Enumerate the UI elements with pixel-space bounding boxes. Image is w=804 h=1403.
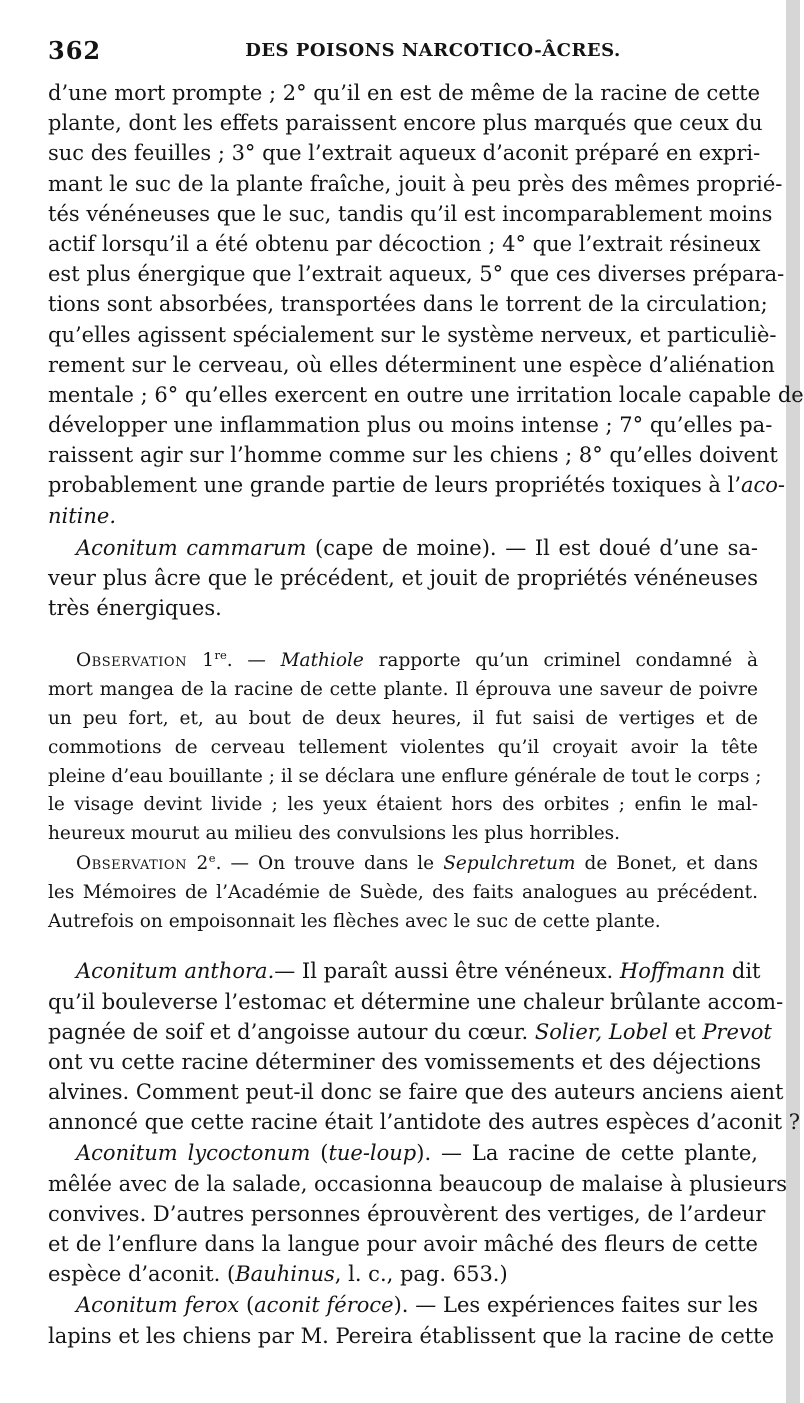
text-span: (cape de moine). — Il est doué d’une sa- <box>306 535 758 560</box>
text-line: est plus énergique que l’extrait aqueux, 5° que ces diverses prépara- <box>48 262 785 287</box>
text-line <box>48 850 758 879</box>
text-span: dit <box>725 959 761 984</box>
text-line: pleine d’eau bouillante ; il se déclara une enflure générale de tout le corps ; <box>48 765 762 787</box>
text-span: espèce d’aconit. ( <box>48 1262 236 1287</box>
text-line: et de l’enflure dans la langue pour avoir mâché des fleurs de cette <box>48 1232 758 1257</box>
observation-2 <box>48 850 758 936</box>
paragraph-aconitum-cammarum <box>48 533 758 624</box>
text-line: alvines. Comment peut-il donc se faire que des auteurs anciens aient <box>48 1080 784 1105</box>
text-span: ( <box>310 1141 329 1166</box>
text-line <box>48 1290 758 1320</box>
author-name: Mathiole <box>280 650 364 672</box>
work-title: Sepulchretum <box>443 852 576 874</box>
text-line: le visage devint livide ; les yeux étaient hors des orbites ; enfin le mal- <box>48 794 758 816</box>
author-name: Bauhinus <box>235 1262 335 1287</box>
italic-term: aco- <box>741 473 786 498</box>
species-name: Aconitum lycoctonum <box>76 1141 311 1166</box>
page-number: 362 <box>48 36 102 65</box>
italic-term: nitine. <box>48 503 117 528</box>
text-line: heureux mourut au milieu des convulsions les plus horribles. <box>48 823 621 845</box>
text-line: veur plus âcre que le précédent, et jouit de propriétés vénéneuses <box>48 566 758 590</box>
text-span: . — <box>215 852 259 874</box>
text-span: ( <box>239 1293 255 1318</box>
text-line: mort mangea de la racine de cette plante. Il éprouva une saveur de poivre <box>48 679 758 701</box>
text-span: rapporte qu’un criminel condamné à <box>363 650 758 672</box>
paragraph-aconite-conclusions <box>48 78 804 531</box>
text-span: . — <box>226 650 281 672</box>
text-line: mant le suc de la plante fraîche, jouit à peu près des mêmes proprié- <box>48 171 783 196</box>
text-line <box>48 501 758 531</box>
text-line: rement sur le cerveau, où elles déterminent une espèce d’aliénation <box>48 352 775 377</box>
observation-label: Observation 1 <box>76 650 215 672</box>
text-line: ont vu cette racine déterminer des vomissements et des déjections <box>48 1049 761 1074</box>
text-span: On trouve dans le <box>258 852 444 874</box>
text-line: tions sont absorbées, transportées dans le torrent de la circulation; <box>48 292 768 317</box>
text-line: Autrefois on empoisonnait les flèches avec le suc de cette plante. <box>48 910 661 932</box>
common-name: tue-loup <box>328 1141 417 1166</box>
text-span: ). — Les expériences faites sur les <box>393 1293 758 1318</box>
text-line: convives. D’autres personnes éprouvèrent des vertiges, de l’ardeur <box>48 1201 766 1226</box>
text-span: ). — La racine de cette plante, <box>416 1141 758 1166</box>
text-span: pagnée de soif et d’angoisse autour du cœur. <box>48 1019 535 1044</box>
text-span: , l. c., pag. 653.) <box>334 1262 508 1287</box>
author-name: Hoffmann <box>619 959 726 984</box>
common-name: aconit féroce <box>254 1293 394 1318</box>
species-name: Aconitum cammarum <box>76 535 307 560</box>
species-name: Aconitum anthora. <box>76 959 275 984</box>
text-line <box>48 470 786 500</box>
text-span: de Bonet, et dans <box>575 852 758 874</box>
observation-label: Observation 2 <box>76 852 209 874</box>
ordinal-superscript: e <box>208 850 216 865</box>
text-line: les Mémoires de l’Académie de Suède, des faits analogues au précédent. <box>48 881 758 903</box>
text-line: qu’elles agissent spécialement sur le système nerveux, et particuliè- <box>48 322 777 347</box>
text-line: un peu fort, et, au bout de deux heures, il fut saisi de vertiges et de <box>48 707 758 729</box>
text-line: très énergiques. <box>48 596 222 621</box>
text-line: d’une mort prompte ; 2° qu’il en est de même de la racine de cette <box>48 81 761 105</box>
text-line <box>48 1138 758 1168</box>
text-span: probablement une grande partie de leurs propriétés toxiques à l’ <box>48 473 741 498</box>
text-line <box>48 1259 758 1289</box>
text-line: suc des feuilles ; 3° que l’extrait aqueux d’aconit préparé en expri- <box>48 141 761 166</box>
text-line: plante, dont les effets paraissent encore plus marqués que ceux du <box>48 111 763 136</box>
text-line: qu’il bouleverse l’estomac et détermine une chaleur brûlante accom- <box>48 989 784 1014</box>
text-line <box>48 647 758 676</box>
text-line: mêlée avec de la salade, occasionna beaucoup de malaise à plusieurs <box>48 1171 788 1196</box>
text-block <box>48 78 804 1351</box>
text-line <box>48 1017 772 1047</box>
paragraph-aconitum-lycoctonum <box>48 1138 788 1289</box>
running-title: DES POISONS NARCOTICO-ÂCRES. <box>245 40 621 61</box>
text-line <box>48 533 758 563</box>
species-name: Aconitum ferox <box>76 1293 240 1318</box>
ordinal-superscript: re <box>214 648 227 663</box>
text-line <box>48 956 761 986</box>
observation-1 <box>48 647 762 849</box>
text-line: tés vénéneuses que le suc, tandis qu’il est incomparablement moins <box>48 201 773 226</box>
paragraph-aconitum-anthora <box>48 956 801 1137</box>
text-span: — Il paraît aussi être vénéneux. <box>274 959 620 984</box>
page-header <box>48 36 758 72</box>
author-name: Solier, Lobel <box>534 1019 669 1044</box>
text-line: actif lorsqu’il a été obtenu par décoction ; 4° que l’extrait résineux <box>48 231 761 256</box>
author-name: Prevot <box>702 1019 772 1044</box>
text-line: annoncé que cette racine était l’antidote des autres espèces d’aconit ? <box>48 1110 801 1135</box>
text-line: lapins et les chiens par M. Pereira établissent que la racine de cette <box>48 1323 775 1348</box>
text-line: raissent agir sur l’homme comme sur les chiens ; 8° qu’elles doivent <box>48 443 778 468</box>
paragraph-aconitum-ferox <box>48 1290 775 1350</box>
text-span: et <box>668 1019 703 1044</box>
text-line: développer une inflammation plus ou moins intense ; 7° qu’elles pa- <box>48 413 773 438</box>
text-line: commotions de cerveau tellement violentes qu’il croyait avoir la tête <box>48 736 758 758</box>
text-line: mentale ; 6° qu’elles exercent en outre une irritation locale capable de <box>48 382 804 407</box>
